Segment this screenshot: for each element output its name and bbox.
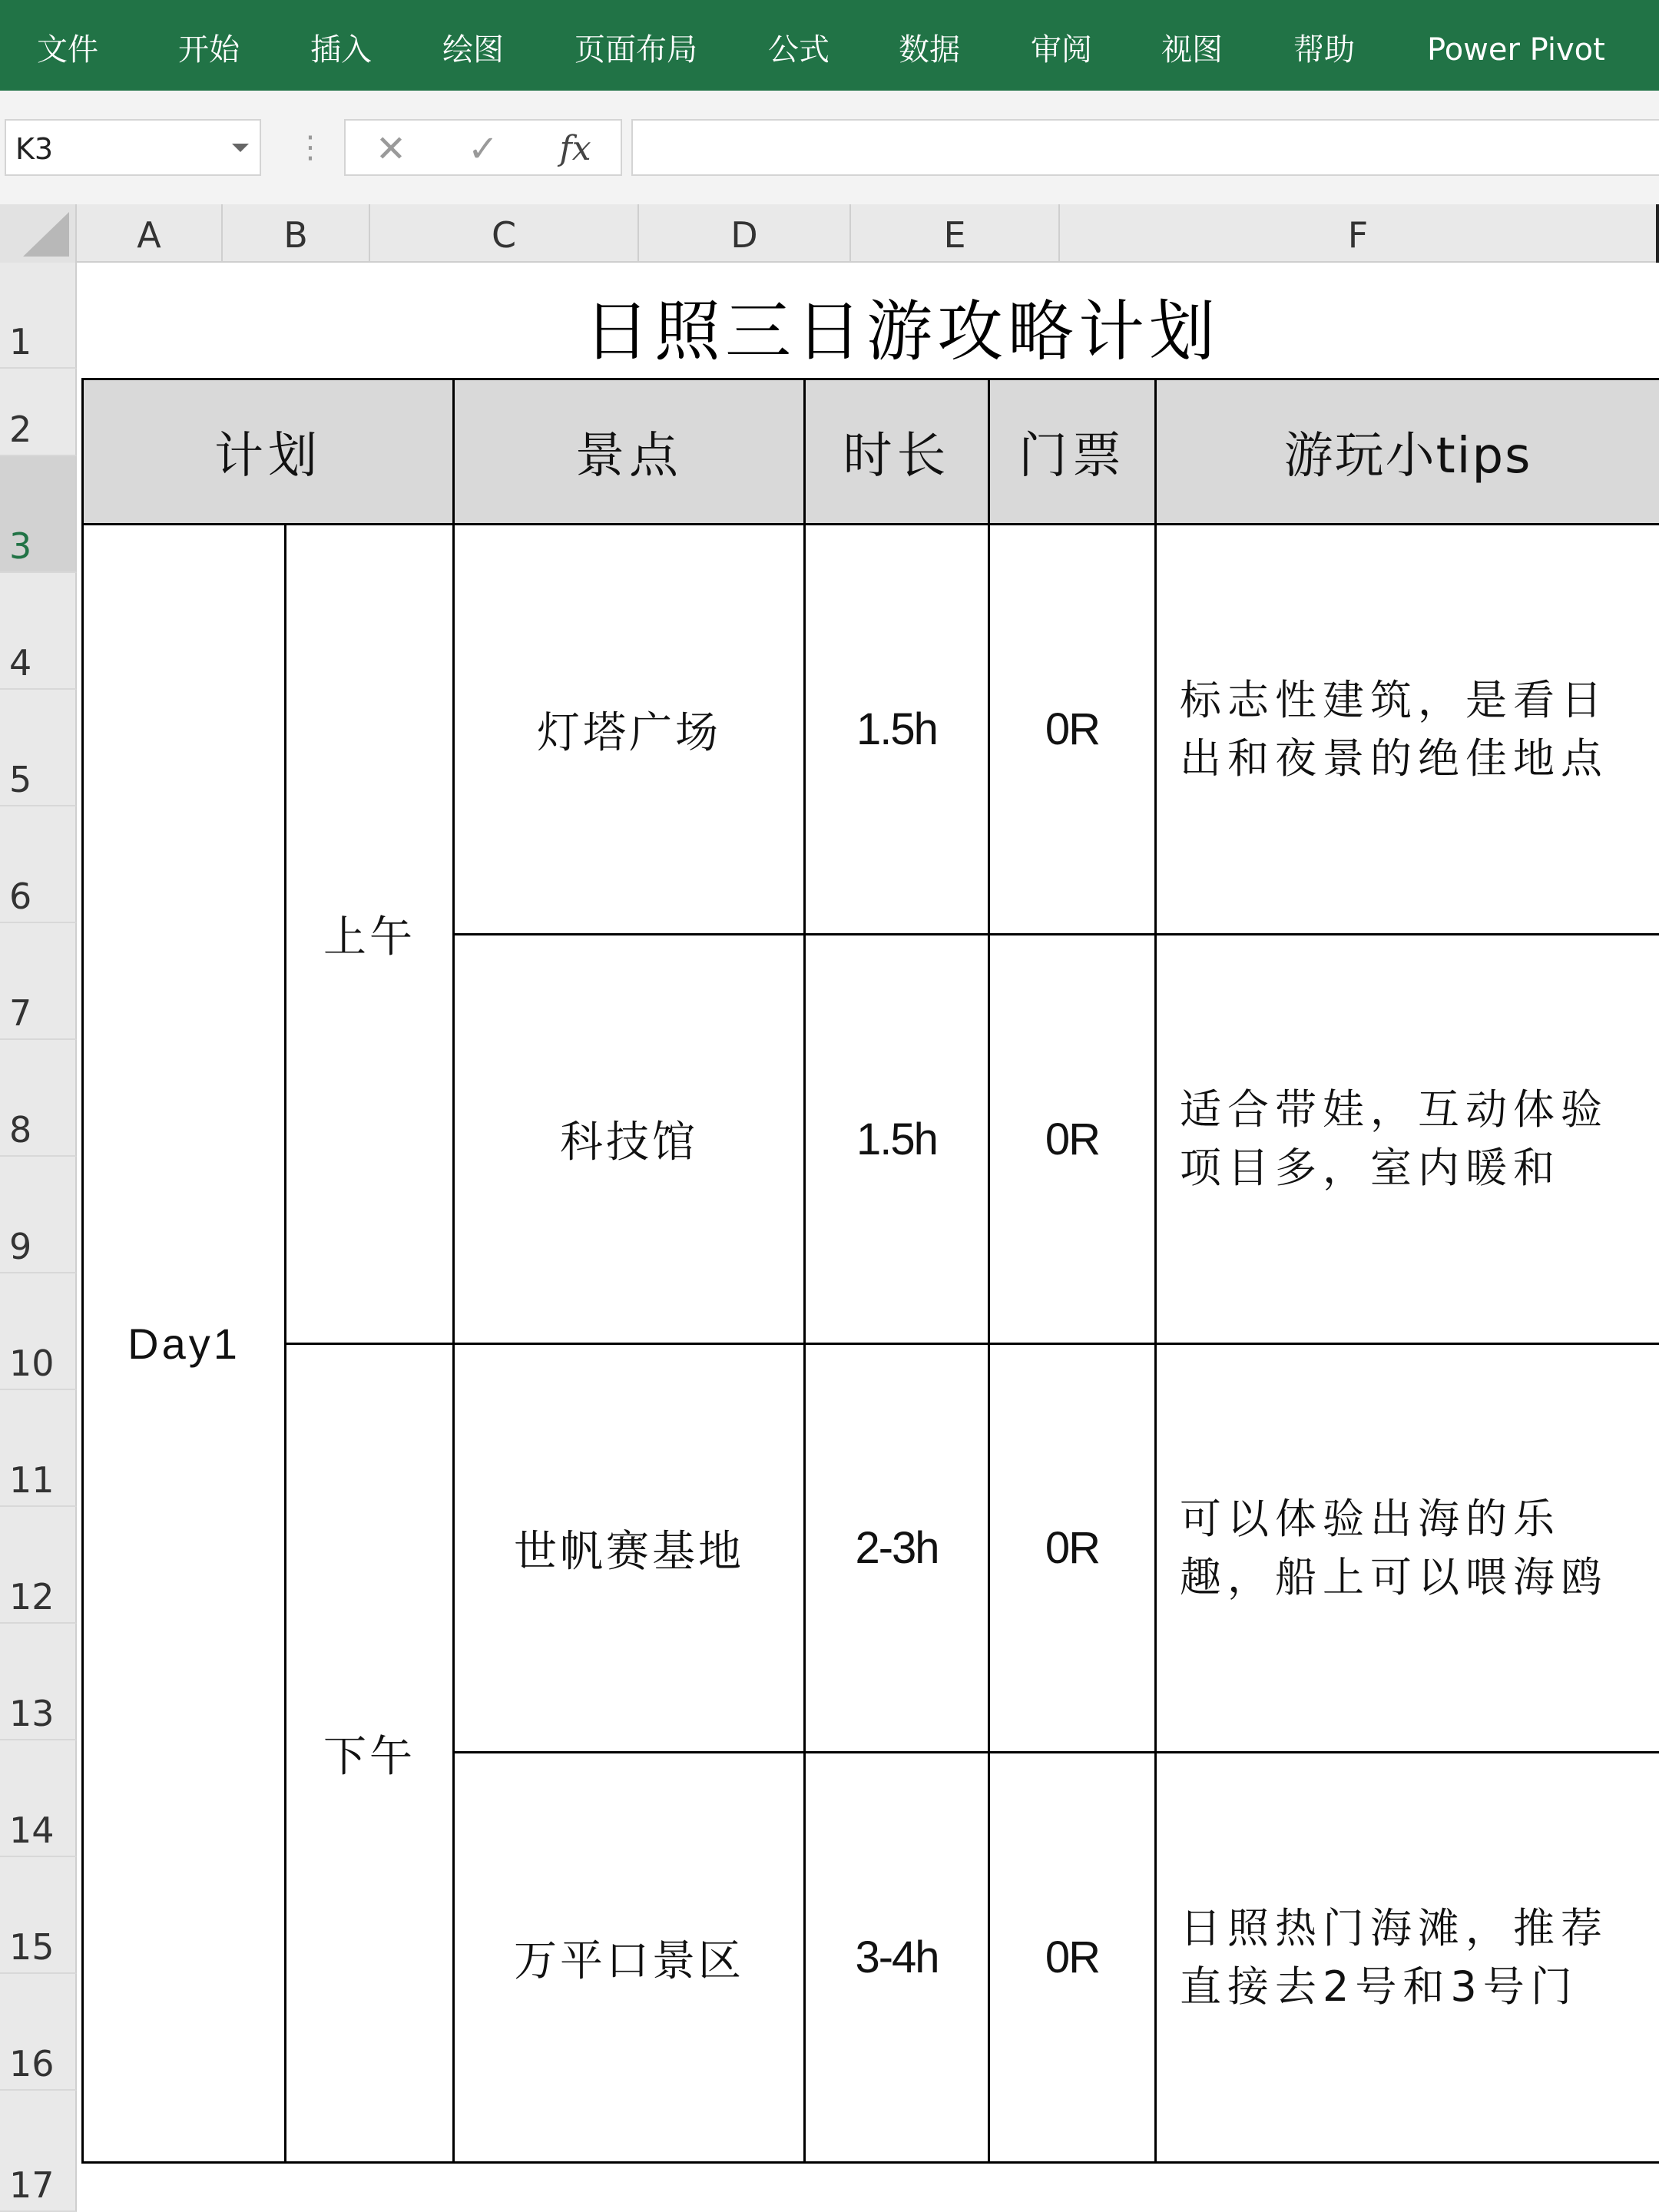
insert-function-icon[interactable]: fx xyxy=(559,129,591,168)
tab-view[interactable]: 视图 xyxy=(1161,32,1223,68)
tab-help[interactable]: 帮助 xyxy=(1293,32,1355,68)
name-box[interactable] xyxy=(5,119,261,176)
spot-cell[interactable]: 世帆赛基地 xyxy=(452,1343,806,1753)
row-header-14[interactable]: 14 xyxy=(0,1740,77,1857)
row-header-9[interactable]: 9 xyxy=(0,1157,77,1273)
afternoon-cell[interactable]: 下午 xyxy=(284,1343,455,2164)
row-header-8[interactable]: 8 xyxy=(0,1040,77,1157)
row-header-15[interactable]: 15 xyxy=(0,1857,77,1974)
spot-cell[interactable]: 灯塔广场 xyxy=(452,523,806,935)
row-header-7[interactable]: 7 xyxy=(0,923,77,1040)
tips-text: 标志性建筑，是看日出和夜景的绝佳地点 xyxy=(1180,675,1608,783)
tab-power-pivot[interactable]: Power Pivot xyxy=(1427,32,1605,68)
row-header-13[interactable]: 13 xyxy=(0,1624,77,1740)
ribbon xyxy=(0,0,1659,91)
column-header-e[interactable]: E xyxy=(851,204,1060,263)
tips-cell[interactable] xyxy=(1154,1751,1659,2164)
row-header-16[interactable]: 16 xyxy=(0,1974,77,2091)
duration-cell[interactable]: 2-3h xyxy=(803,1343,990,1753)
tab-draw[interactable]: 绘图 xyxy=(442,32,504,68)
select-all-triangle-icon xyxy=(23,212,69,257)
tips-cell[interactable] xyxy=(1154,523,1659,935)
formula-actions xyxy=(344,119,622,176)
row-header-5[interactable]: 5 xyxy=(0,690,77,806)
tab-insert[interactable]: 插入 xyxy=(310,32,372,68)
header-spot[interactable]: 景点 xyxy=(452,378,806,525)
header-duration[interactable]: 时长 xyxy=(803,378,990,525)
tips-text: 可以体验出海的乐趣，船上可以喂海鸥 xyxy=(1180,1494,1608,1601)
row-header-12[interactable]: 12 xyxy=(0,1507,77,1624)
vertical-dots-icon[interactable]: ⋮ xyxy=(295,130,326,165)
row-header-6[interactable]: 6 xyxy=(0,806,77,923)
column-header-b[interactable]: B xyxy=(223,204,370,263)
tips-text: 适合带娃，互动体验项目多，室内暖和 xyxy=(1180,1085,1608,1192)
row-header-10[interactable]: 10 xyxy=(0,1273,77,1390)
tips-text: 日照热门海滩，推荐直接去2号和3号门 xyxy=(1180,1903,1608,2011)
row-header-4[interactable]: 4 xyxy=(0,573,77,690)
select-all-corner[interactable] xyxy=(0,204,77,263)
ticket-cell[interactable]: 0R xyxy=(988,523,1157,935)
row-header-1[interactable]: 1 xyxy=(0,263,77,369)
ticket-cell[interactable]: 0R xyxy=(988,1751,1157,2164)
morning-cell[interactable]: 上午 xyxy=(284,523,455,1345)
row-header-17[interactable]: 17 xyxy=(0,2091,77,2212)
row-header-3[interactable]: 3 xyxy=(0,456,77,573)
ticket-cell[interactable]: 0R xyxy=(988,933,1157,1345)
spot-cell[interactable]: 科技馆 xyxy=(452,933,806,1345)
cancel-icon[interactable]: ✕ xyxy=(375,127,407,171)
day-cell[interactable]: Day1 xyxy=(81,523,286,2164)
duration-cell[interactable]: 1.5h xyxy=(803,933,990,1345)
duration-cell[interactable]: 3-4h xyxy=(803,1751,990,2164)
tab-page-layout[interactable]: 页面布局 xyxy=(575,32,697,68)
confirm-check-icon[interactable]: ✓ xyxy=(467,127,499,171)
name-box-value: K3 xyxy=(15,132,54,166)
tips-cell[interactable] xyxy=(1154,933,1659,1345)
header-plan[interactable]: 计划 xyxy=(81,378,455,525)
tab-home[interactable]: 开始 xyxy=(178,32,240,68)
column-header-c[interactable]: C xyxy=(370,204,639,263)
row-header-2[interactable]: 2 xyxy=(0,369,77,456)
chevron-down-icon[interactable] xyxy=(232,144,249,152)
sheet-title[interactable]: 日照三日游攻略计划 xyxy=(584,293,1220,370)
header-tips[interactable]: 游玩小tips xyxy=(1154,378,1659,525)
tab-data[interactable]: 数据 xyxy=(899,32,960,68)
ticket-cell[interactable]: 0R xyxy=(988,1343,1157,1753)
row-header-11[interactable]: 11 xyxy=(0,1390,77,1507)
column-header-a[interactable]: A xyxy=(77,204,223,263)
tips-cell[interactable] xyxy=(1154,1343,1659,1753)
tab-file[interactable]: 文件 xyxy=(37,32,98,68)
tab-review[interactable]: 审阅 xyxy=(1031,32,1092,68)
spot-cell[interactable]: 万平口景区 xyxy=(452,1751,806,2164)
column-header-d[interactable]: D xyxy=(639,204,851,263)
duration-cell[interactable]: 1.5h xyxy=(803,523,990,935)
tab-formulas[interactable]: 公式 xyxy=(768,32,830,68)
formula-input[interactable] xyxy=(631,119,1659,176)
column-header-f[interactable]: F xyxy=(1060,204,1659,263)
header-ticket[interactable]: 门票 xyxy=(988,378,1157,525)
